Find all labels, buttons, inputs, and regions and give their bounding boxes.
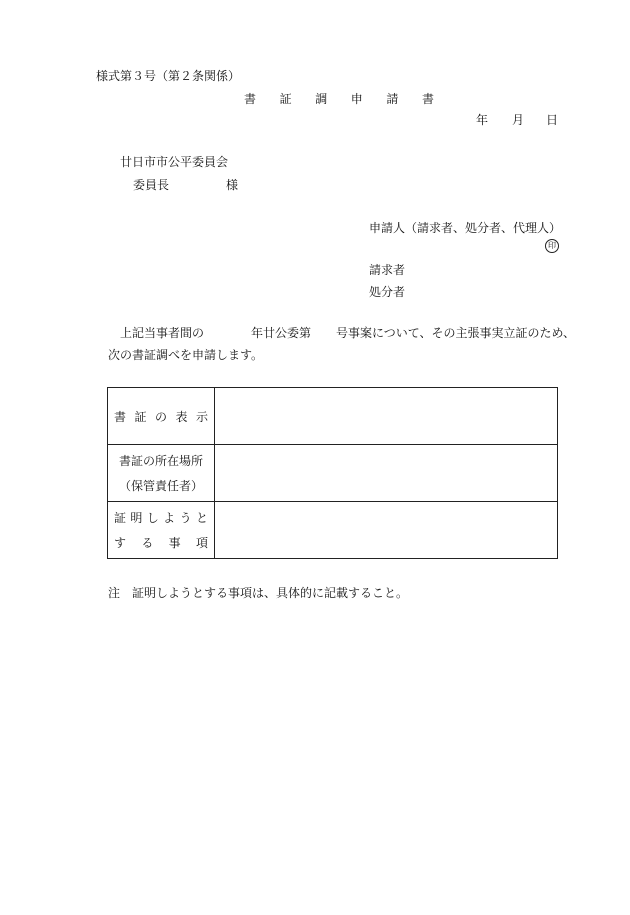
label-char: 項: [195, 536, 208, 550]
title-char: 調: [315, 92, 328, 106]
claimant-label: 請求者: [369, 263, 406, 277]
title-char: 証: [279, 92, 292, 106]
title-char: 書: [421, 92, 434, 106]
date-day: 日: [546, 113, 559, 127]
evidence-location-field[interactable]: [215, 445, 558, 502]
addressee-honorific: 様: [226, 178, 239, 192]
evidence-table: [107, 387, 558, 559]
addressee-position: 委員長: [133, 178, 170, 192]
label-char: 証: [134, 409, 147, 424]
form-number: 様式第３号（第２条関係）: [96, 69, 241, 83]
footnote: 注 証明しようとする事項は、具体的に記載すること。: [108, 586, 409, 600]
body-line1-part2: 年廿公委第: [251, 326, 312, 340]
label-char: 示: [195, 409, 208, 424]
row1-label: [114, 408, 208, 425]
table-row: [108, 445, 558, 502]
label-cell: [108, 388, 215, 445]
addressee-organization: 廿日市市公平委員会: [120, 155, 229, 169]
date-year: 年: [476, 113, 489, 127]
row2-label-line2: （保管責任者）: [118, 479, 203, 493]
applicant-heading: 申請人（請求者、処分者、代理人）: [369, 221, 562, 235]
table-row: [108, 388, 558, 445]
row3-label-line1: [114, 509, 208, 526]
table-row: [108, 502, 558, 559]
label-char: し: [146, 511, 159, 525]
label-char: 事: [168, 536, 181, 550]
title-char: 請: [386, 92, 399, 106]
label-char: 証: [114, 511, 127, 525]
seal-mark: [545, 239, 559, 253]
matters-to-prove-field[interactable]: [215, 502, 558, 559]
row2-label-line1: 書証の所在場所: [118, 454, 203, 468]
title-char: 申: [350, 92, 363, 106]
label-char: の: [154, 409, 167, 424]
row3-label-line2: [114, 534, 208, 551]
label-char: る: [141, 536, 154, 550]
label-char: と: [195, 511, 208, 525]
body-line1-part3: 号事案について、その主張事実立証のため、: [336, 326, 576, 340]
body-line1-part1: 上記当事者間の: [120, 326, 205, 340]
label-cell: [108, 445, 215, 502]
document-title: [244, 93, 434, 105]
label-char: 表: [175, 409, 188, 424]
label-char: う: [179, 511, 192, 525]
label-char: 明: [130, 511, 143, 525]
label-char: 書: [114, 409, 127, 424]
seal-text: 印: [548, 241, 556, 250]
label-char: よ: [163, 511, 176, 525]
label-char: す: [114, 536, 127, 550]
title-char: 書: [244, 92, 257, 106]
evidence-description-field[interactable]: [215, 388, 558, 445]
label-cell: [108, 502, 215, 559]
body-line2: 次の書証調べを申請します。: [108, 348, 264, 362]
respondent-label: 処分者: [369, 285, 406, 299]
date-month: 月: [512, 113, 525, 127]
